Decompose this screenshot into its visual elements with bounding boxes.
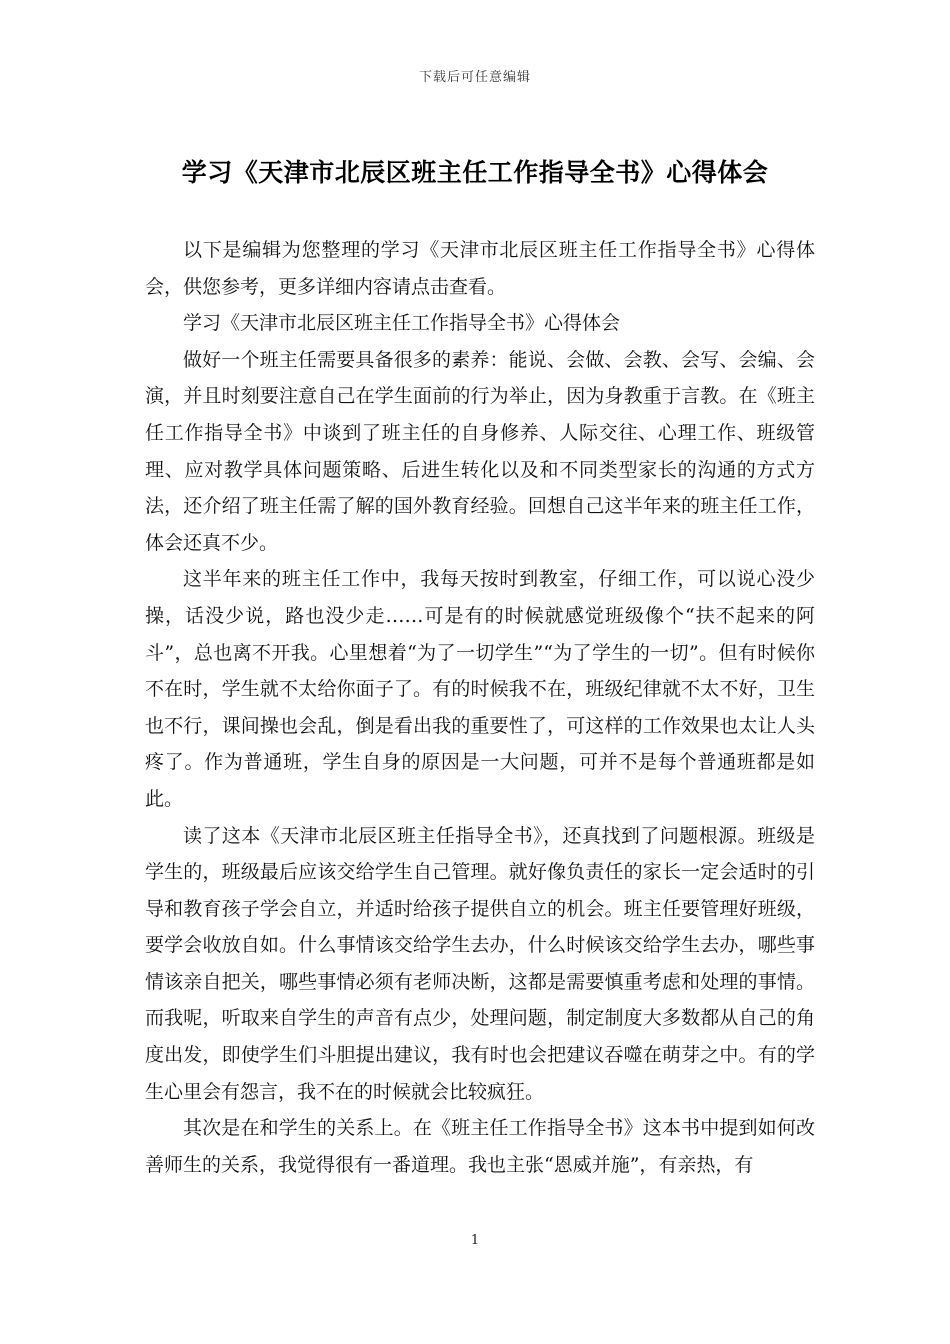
paragraph-subtitle: 学习《天津市北辰区班主任工作指导全书》心得体会 [183, 312, 621, 335]
document-title: 学习《天津市北辰区班主任工作指导全书》心得体会 [181, 158, 769, 187]
paragraph-body-3: 读了这本《天津市北辰区班主任指导全书》，还真找到了问题根源。班级是学生的，班级最后应该交给学生自己管理。就好像负责任的家长一定会适时的引导和教育孩子学会自立，并适时给孩子提供自立的机会。班主任要管理好班级，要学会收放自如。什么事情该交给学生去办，什么时候该交给学生去办，哪些事情该亲自把关，哪些事情必须有老师决断，这都是需要慎重考虑和处理的事情。而我呢，听取来自学生的声音有点少，处理问题，制定制度大多数都从自己的角度出发，即使学生们斗胆提出建议，我有时也会把建议吞噬在萌芽之中。有的学生心里会有怨言，我不在的时候就会比较疯狂。 [145, 824, 815, 1103]
paragraph-body-4: 其次是在和学生的关系上。在《班主任工作指导全书》这本书中提到如何改善师生的关系，我觉得很有一番道理。我也主张“恩威并施”，有亲热，有 [145, 1117, 815, 1176]
paragraph-body-1: 做好一个班主任需要具备很多的素养：能说、会做、会教、会写、会编、会演，并且时刻要注意自己在学生面前的行为举止，因为身教重于言教。在《班主任工作指导全书》中谈到了班主任的自身修养、人际交往、心理工作、班级管理、应对教学具体问题策略、后进生转化以及和不同类型家长的沟通的方式方法，还介绍了班主任需了解的国外教育经验。回想自己这半年来的班主任工作，体会还真不少。 [145, 348, 815, 554]
header-note: 下载后可任意编辑 [418, 70, 531, 85]
page-number: 1 [470, 1233, 480, 1248]
paragraph-body-2: 这半年来的班主任工作中，我每天按时到教室，仔细工作，可以说心没少操，话没少说，路也没少走……可是有的时候就感觉班级像个“扶不起来的阿斗”，总也离不开我。心里想着“为了一切学生”“为了学生的一切”。但有时候你不在时，学生就不太给你面子了。有的时候我不在，班级纪律就不太不好，卫生也不行，课间操也会乱，倒是看出我的重要性了，可这样的工作效果也太让人头疼了。作为普通班，学生自身的原因是一大问题，可并不是每个普通班都是如此。 [145, 568, 815, 810]
paragraph-intro: 以下是编辑为您整理的学习《天津市北辰区班主任工作指导全书》心得体会，供您参考，更多详细内容请点击查看。 [145, 239, 815, 298]
document-body [145, 232, 815, 1183]
